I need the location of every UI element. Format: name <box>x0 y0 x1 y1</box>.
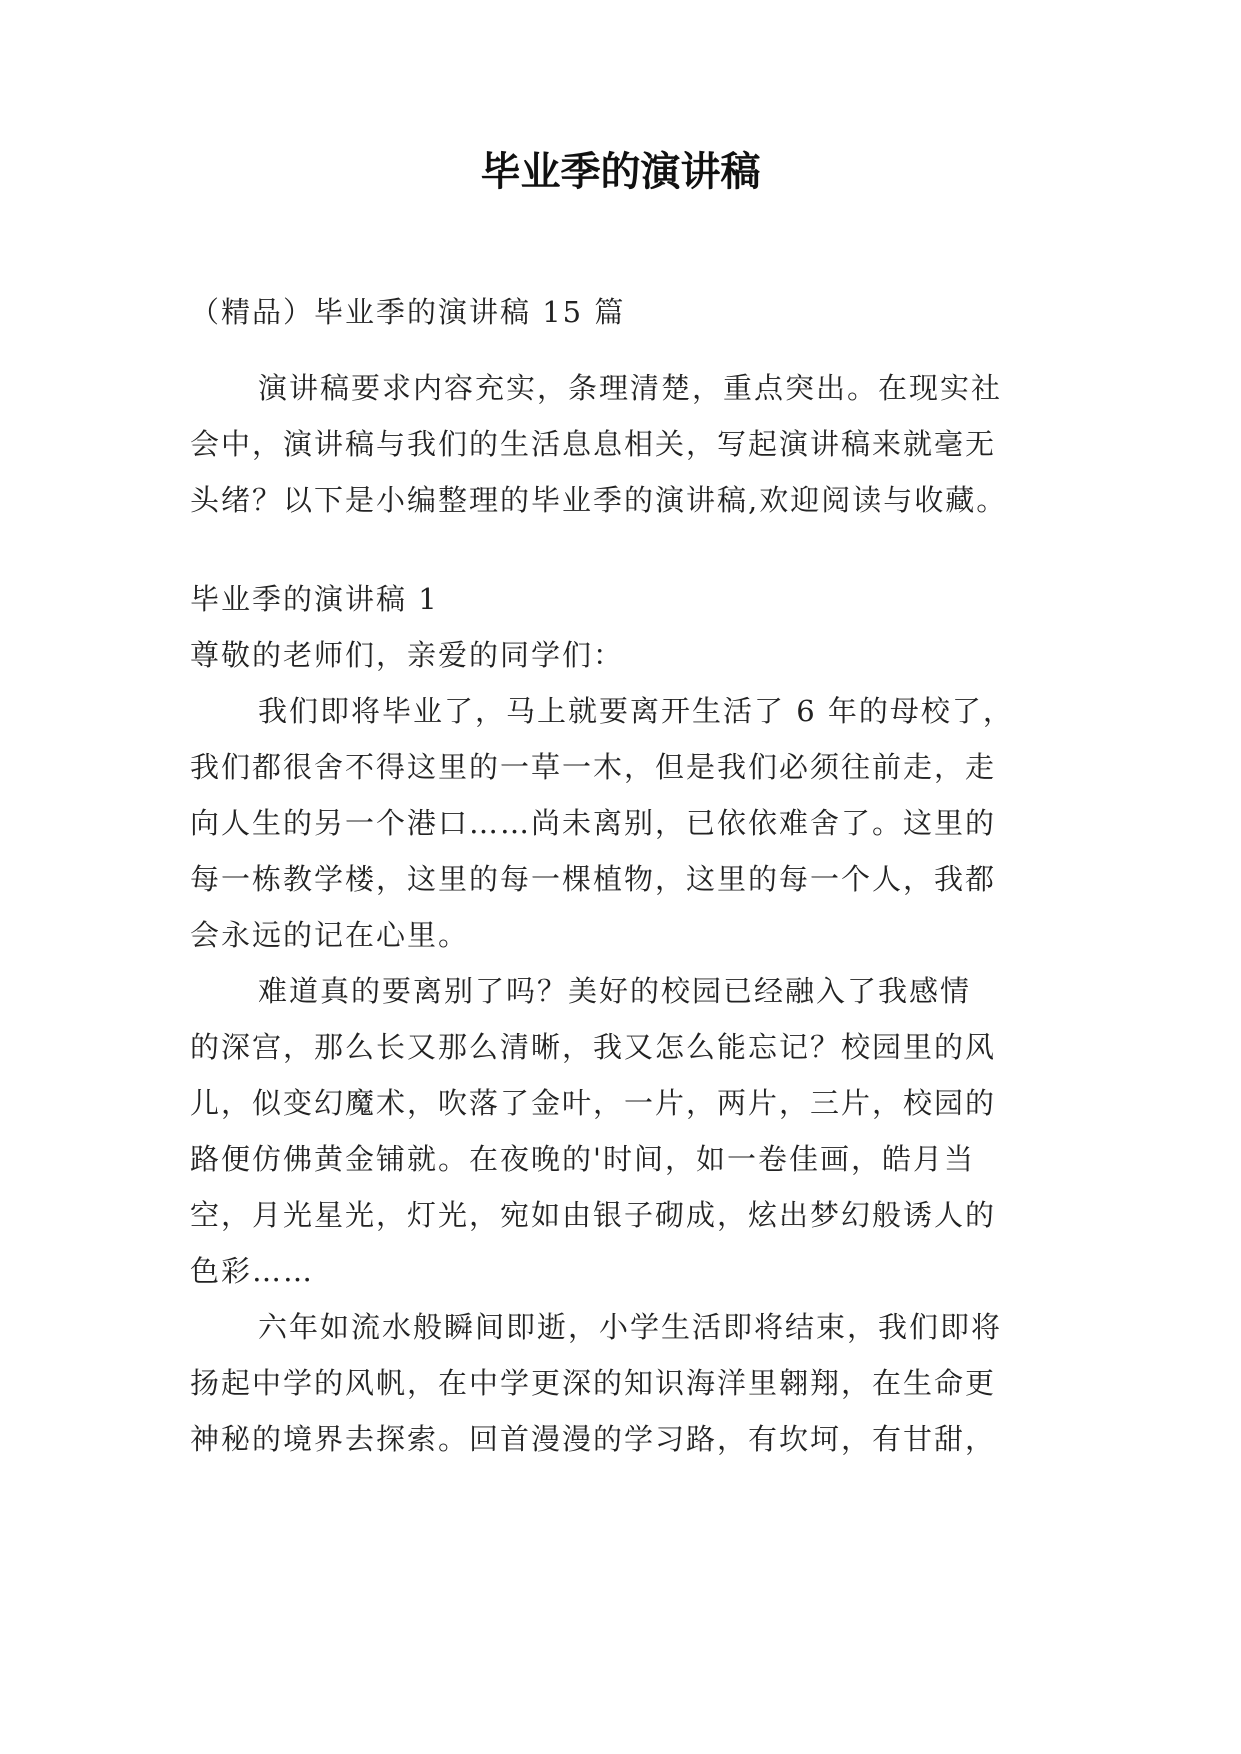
para2-line-5: 空，月光星光，灯光，宛如由银子砌成，炫出梦幻般诱人的 <box>190 1198 997 1232</box>
para1-line-3: 向人生的另一个港口……尚未离别，已依依难舍了。这里的 <box>190 806 997 840</box>
para1-line-5: 会永远的记在心里。 <box>190 918 470 952</box>
intro-line-1: 演讲稿要求内容充实，条理清楚，重点突出。在现实社 <box>258 371 1003 405</box>
para3-line-2: 扬起中学的风帆，在中学更深的知识海洋里翱翔，在生命更 <box>190 1366 997 1400</box>
salutation: 尊敬的老师们，亲爱的同学们： <box>190 638 625 672</box>
document-subtitle: （精品）毕业季的演讲稿 15 篇 <box>190 295 626 329</box>
intro-line-2: 会中，演讲稿与我们的生活息息相关，写起演讲稿来就毫无 <box>190 427 997 461</box>
para1-line-4: 每一栋教学楼，这里的每一棵植物，这里的每一个人，我都 <box>190 862 997 896</box>
para2-line-2: 的深宫，那么长又那么清晰，我又怎么能忘记？校园里的风 <box>190 1030 997 1064</box>
para1-line-2: 我们都很舍不得这里的一草一木，但是我们必须往前走，走 <box>190 750 997 784</box>
para2-line-6: 色彩…… <box>190 1254 315 1288</box>
intro-line-3: 头绪？以下是小编整理的毕业季的演讲稿,欢迎阅读与收藏。 <box>190 483 1008 517</box>
para1-line-1: 我们即将毕业了，马上就要离开生活了 6 年的母校了， <box>258 694 1014 728</box>
para2-line-1: 难道真的要离别了吗？美好的校园已经融入了我感情 <box>258 974 972 1008</box>
section-heading: 毕业季的演讲稿 1 <box>190 582 439 616</box>
document-title: 毕业季的演讲稿 <box>480 148 761 195</box>
para3-line-1: 六年如流水般瞬间即逝，小学生活即将结束，我们即将 <box>258 1310 1003 1344</box>
para2-line-4: 路便仿佛黄金铺就。在夜晚的'时间，如一卷佳画，皓月当 <box>190 1142 975 1176</box>
para2-line-3: 儿，似变幻魔术，吹落了金叶，一片，两片，三片，校园的 <box>190 1086 997 1120</box>
para3-line-3: 神秘的境界去探索。回首漫漫的学习路，有坎坷，有甘甜， <box>190 1422 997 1456</box>
